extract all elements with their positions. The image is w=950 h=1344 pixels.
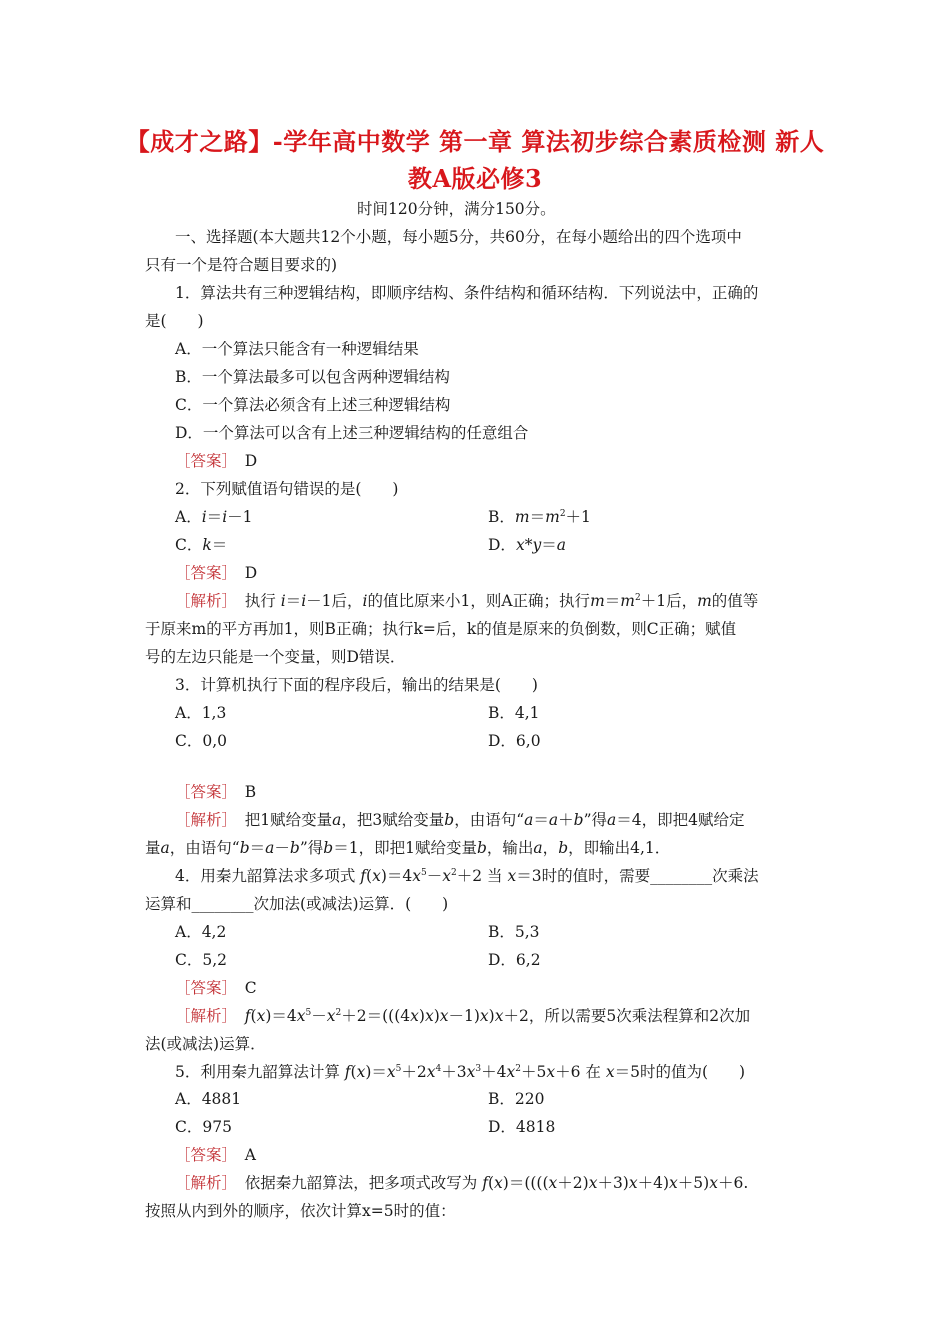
- analysis-tag: ［解析］: [175, 1174, 230, 1192]
- q2-analysis-line-1: ［解析］ 执行 i＝i－1后，i的值比原来小1，则A正确；执行$m=m^2+1$后，m的值等: [175, 592, 759, 610]
- q4-option-c: C．5,2: [175, 951, 228, 969]
- answer-tag: ［答案］: [175, 979, 230, 997]
- analysis-tag: ［解析］: [175, 592, 230, 610]
- q1-option-c: C．一个算法必须含有上述三种逻辑结构: [175, 396, 451, 414]
- q1-stem-line-1: 1．算法共有三种逻辑结构，即顺序结构、条件结构和循环结构．下列说法中，正确的: [175, 284, 759, 302]
- q3-option-a: A．1,3: [175, 704, 227, 722]
- q4-analysis-line-1: ［解析］ $f(x)=4x^5-x^2+2=(((4x)x)x-1)x)x+2$，所以需要5次乘法程算和2次加: [175, 1007, 751, 1025]
- answer-tag: ［答案］: [175, 452, 230, 470]
- q2-answer-value: D: [244, 564, 258, 582]
- q5-stem: 5．利用秦九韶算法计算 $f(x)=x^5+2x^4+3x^3+4x^2+5x+6$ 在 x＝5时的值为( ): [175, 1063, 746, 1081]
- q3-analysis-line-2: 量a，由语句“b＝a－b”得b＝1，即把1赋给变量b，输出a，b，即输出4,1．: [145, 839, 671, 857]
- analysis-tag: ［解析］: [175, 1007, 230, 1025]
- q2-analysis-line-2: 于原来m的平方再加1，则B正确；执行k=后，k的值是原来的负倒数，则C正确；赋值: [145, 620, 737, 638]
- exam-meta: 时间120分钟，满分150分。: [357, 200, 556, 218]
- answer-tag: ［答案］: [175, 783, 230, 801]
- q4-option-d: D．6,2: [488, 951, 541, 969]
- q5-option-a: A．4881: [175, 1090, 242, 1108]
- section-intro-line-1: 一、选择题(本大题共12个小题，每小题5分，共60分，在每小题给出的四个选项中: [175, 228, 742, 246]
- q1-option-d: D．一个算法可以含有上述三种逻辑结构的任意组合: [175, 424, 529, 442]
- q3-stem: 3．计算机执行下面的程序段后，输出的结果是( ): [175, 676, 538, 694]
- q4-option-a: A．4,2: [175, 923, 227, 941]
- analysis-tag: ［解析］: [175, 811, 230, 829]
- q5-option-d: D．4818: [488, 1118, 556, 1136]
- q5-answer: [175, 1145, 256, 1165]
- q5-answer-value: A: [244, 1146, 256, 1164]
- answer-tag: ［答案］: [175, 564, 230, 582]
- q2-option-c: C．k＝: [175, 536, 228, 554]
- q2-answer: [175, 563, 257, 583]
- q3-analysis-line-1: ［解析］ 把1赋给变量a，把3赋给变量b，由语句“a＝a＋b”得a＝4，即把4赋给定: [175, 811, 745, 829]
- q2-option-a: A．i＝i－1: [175, 508, 253, 526]
- q4-stem-line-1: 4．用秦九韶算法求多项式 $f(x)=4x^5-x^2+2$ 当 x＝3时的值时，需要________次乘法: [175, 867, 759, 885]
- document-title-line-1: 【成才之路】-学年高中数学 第一章 算法初步综合素质检测 新人: [125, 127, 825, 156]
- q3-answer-value: B: [244, 783, 257, 801]
- q4-answer-value: C: [244, 979, 257, 997]
- q2-option-b: B．$m=m^2+1$: [488, 508, 591, 526]
- q3-option-d: D．6,0: [488, 732, 541, 750]
- q5-analysis-line-1: ［解析］ 依据秦九韶算法，把多项式改写为 f(x)＝((((x＋2)x＋3)x＋4)x＋5)x＋6.: [175, 1174, 749, 1192]
- q5-option-c: C．975: [175, 1118, 232, 1136]
- section-intro-line-2: 只有一个是符合题目要求的): [145, 256, 338, 274]
- q4-answer: [175, 978, 257, 998]
- q3-answer: [175, 782, 256, 802]
- q3-option-b: B．4,1: [488, 704, 540, 722]
- document-title-line-2: 教A版必修3: [407, 164, 543, 193]
- q1-stem-line-2: 是( ): [145, 312, 204, 330]
- q2-analysis-line-3: 号的左边只能是一个变量，则D错误．: [145, 648, 406, 666]
- q2-stem: 2．下列赋值语句错误的是( ): [175, 480, 399, 498]
- q1-option-a: A．一个算法只能含有一种逻辑结果: [175, 340, 419, 358]
- q2-option-d: D．x*y＝a: [488, 536, 566, 554]
- q5-analysis-line-2: 按照从内到外的顺序，依次计算x=5时的值：: [145, 1202, 456, 1220]
- q1-answer-value: D: [244, 452, 258, 470]
- q3-option-c: C．0,0: [175, 732, 228, 750]
- q4-analysis-line-2: 法(或减法)运算．: [145, 1035, 266, 1053]
- answer-tag: ［答案］: [175, 1146, 230, 1164]
- q1-option-b: B．一个算法最多可以包含两种逻辑结构: [175, 368, 450, 386]
- q4-option-b: B．5,3: [488, 923, 540, 941]
- q4-stem-line-2: 运算和________次加法(或减法)运算．( ): [145, 895, 449, 913]
- q5-option-b: B．220: [488, 1090, 545, 1108]
- q1-answer: [175, 451, 257, 471]
